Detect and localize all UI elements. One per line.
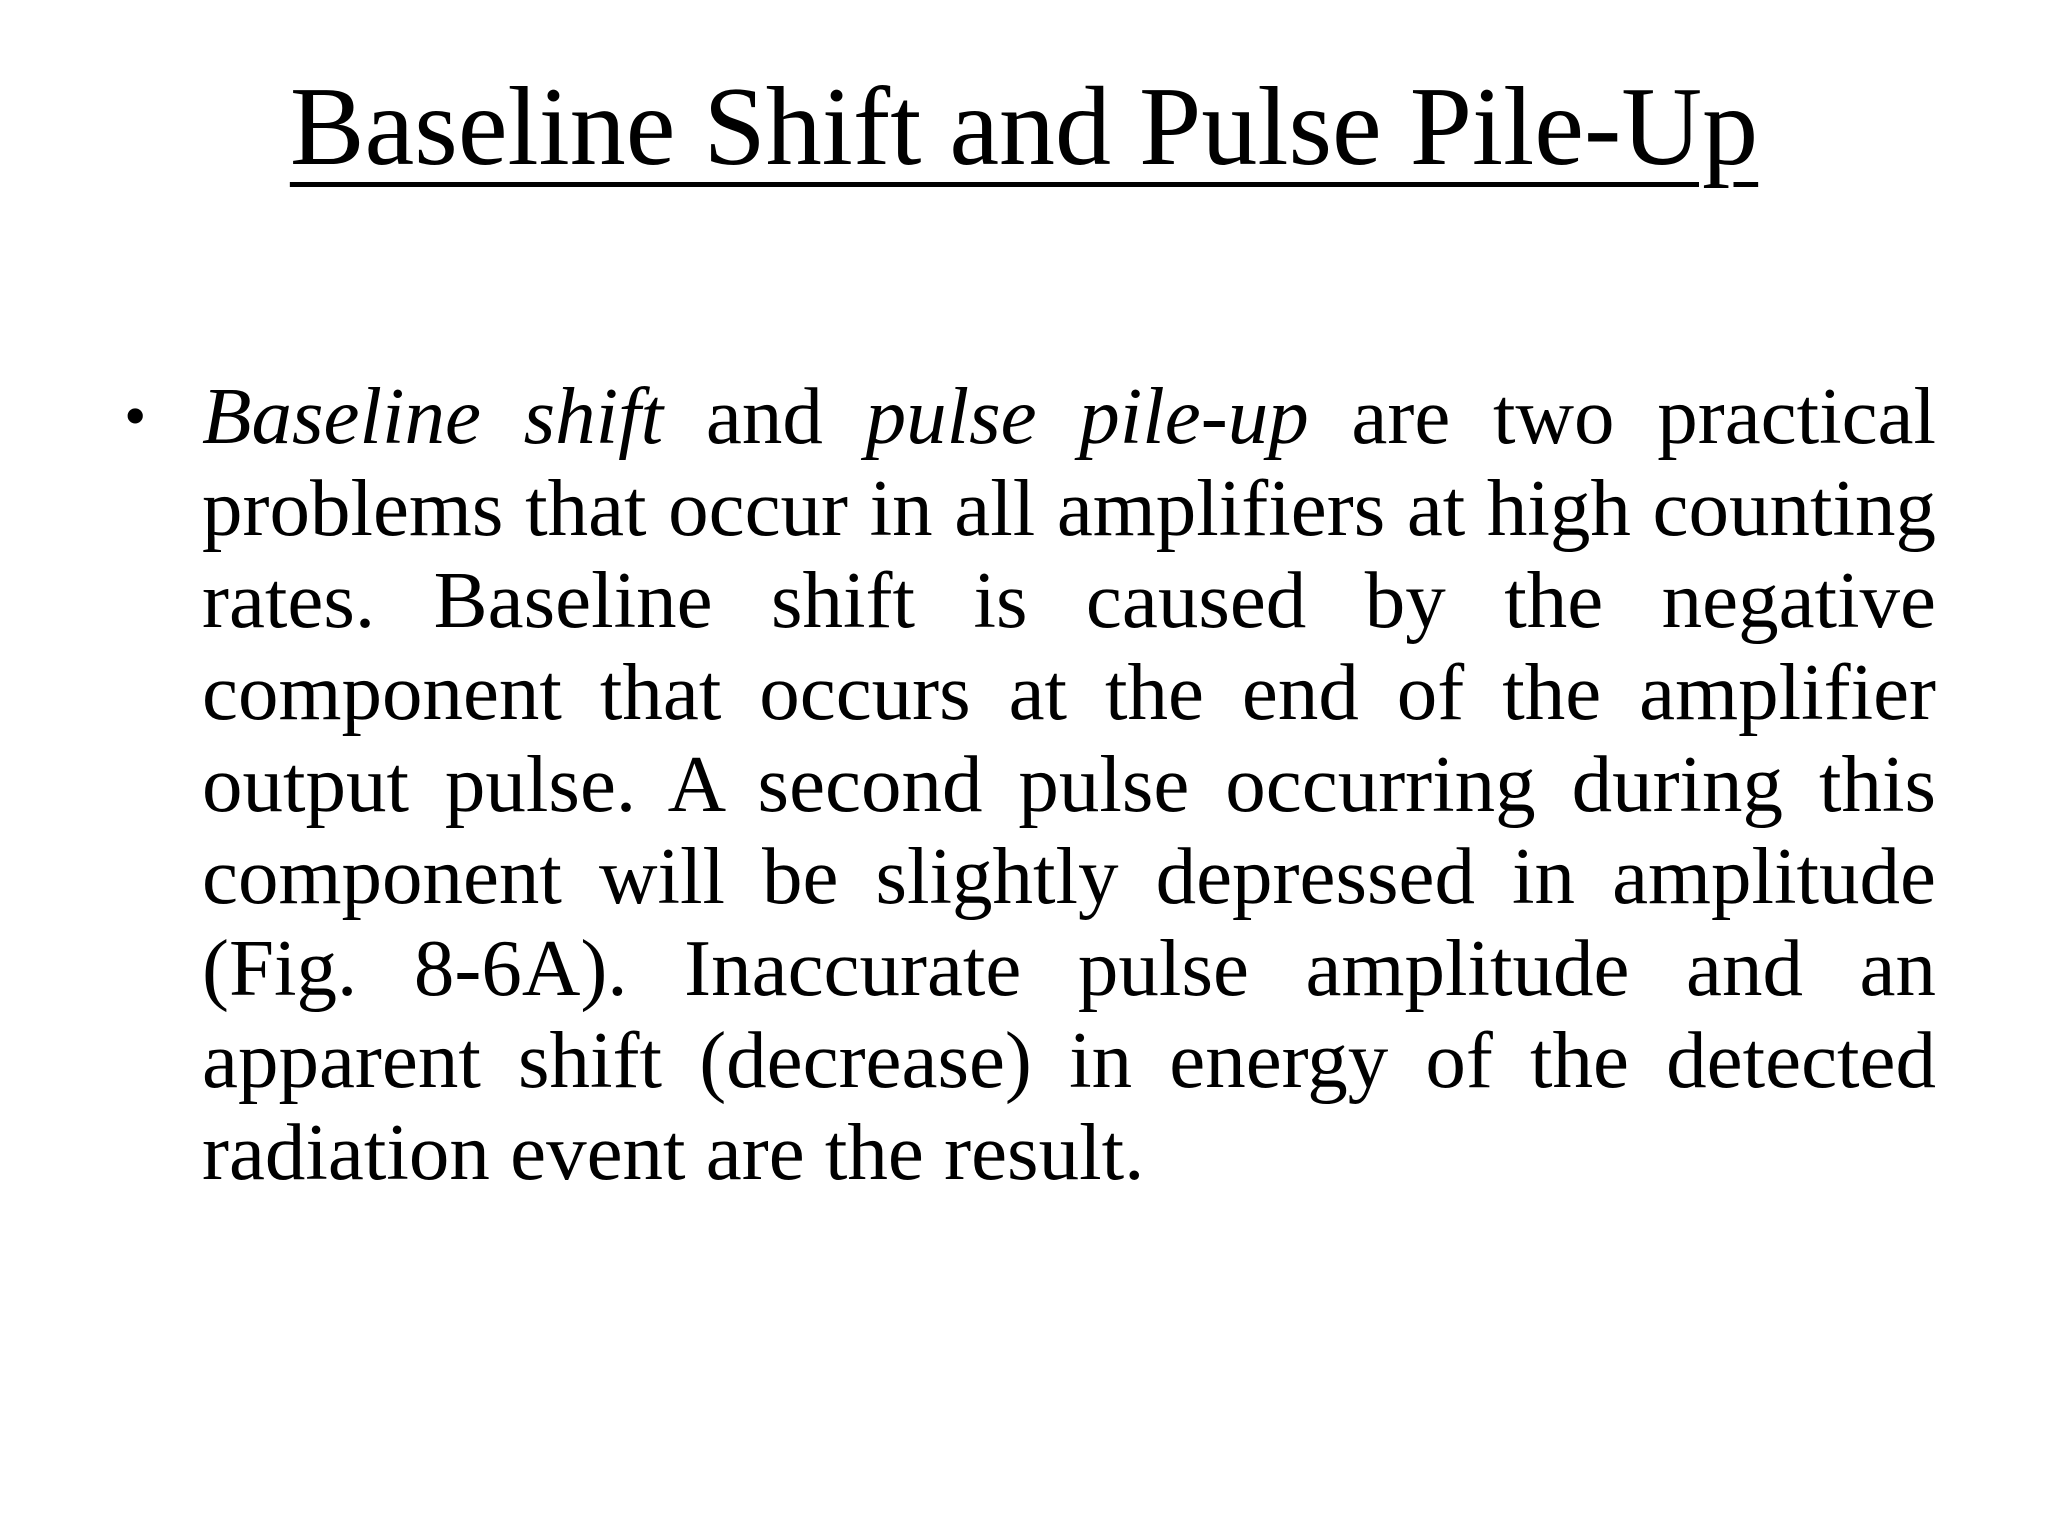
italic-term-baseline-shift: Baseline shift bbox=[202, 371, 664, 461]
italic-term-pulse-pile-up: pulse pile-up bbox=[865, 371, 1309, 461]
bullet-text bbox=[202, 371, 1936, 1197]
slide-title: Baseline Shift and Pulse Pile-Up bbox=[289, 65, 1759, 189]
bullet-body: are two practical problems that occur in all amplifiers at high counting rates. Baseline shift is caused by the negative component that occurs at the end of the amplifier output pulse. A second pulse occurring during this component will be slightly depressed in amplitude (Fig. 8-6A). Inaccurate pulse amplitude and an apparent shift (decrease) in energy of the detected radiation event are the result. bbox=[202, 371, 1937, 1197]
bullet-joiner: and bbox=[663, 371, 866, 461]
bullet-marker: • bbox=[124, 380, 147, 451]
bullet-list bbox=[118, 370, 1936, 1198]
bullet-item bbox=[118, 370, 1936, 1198]
